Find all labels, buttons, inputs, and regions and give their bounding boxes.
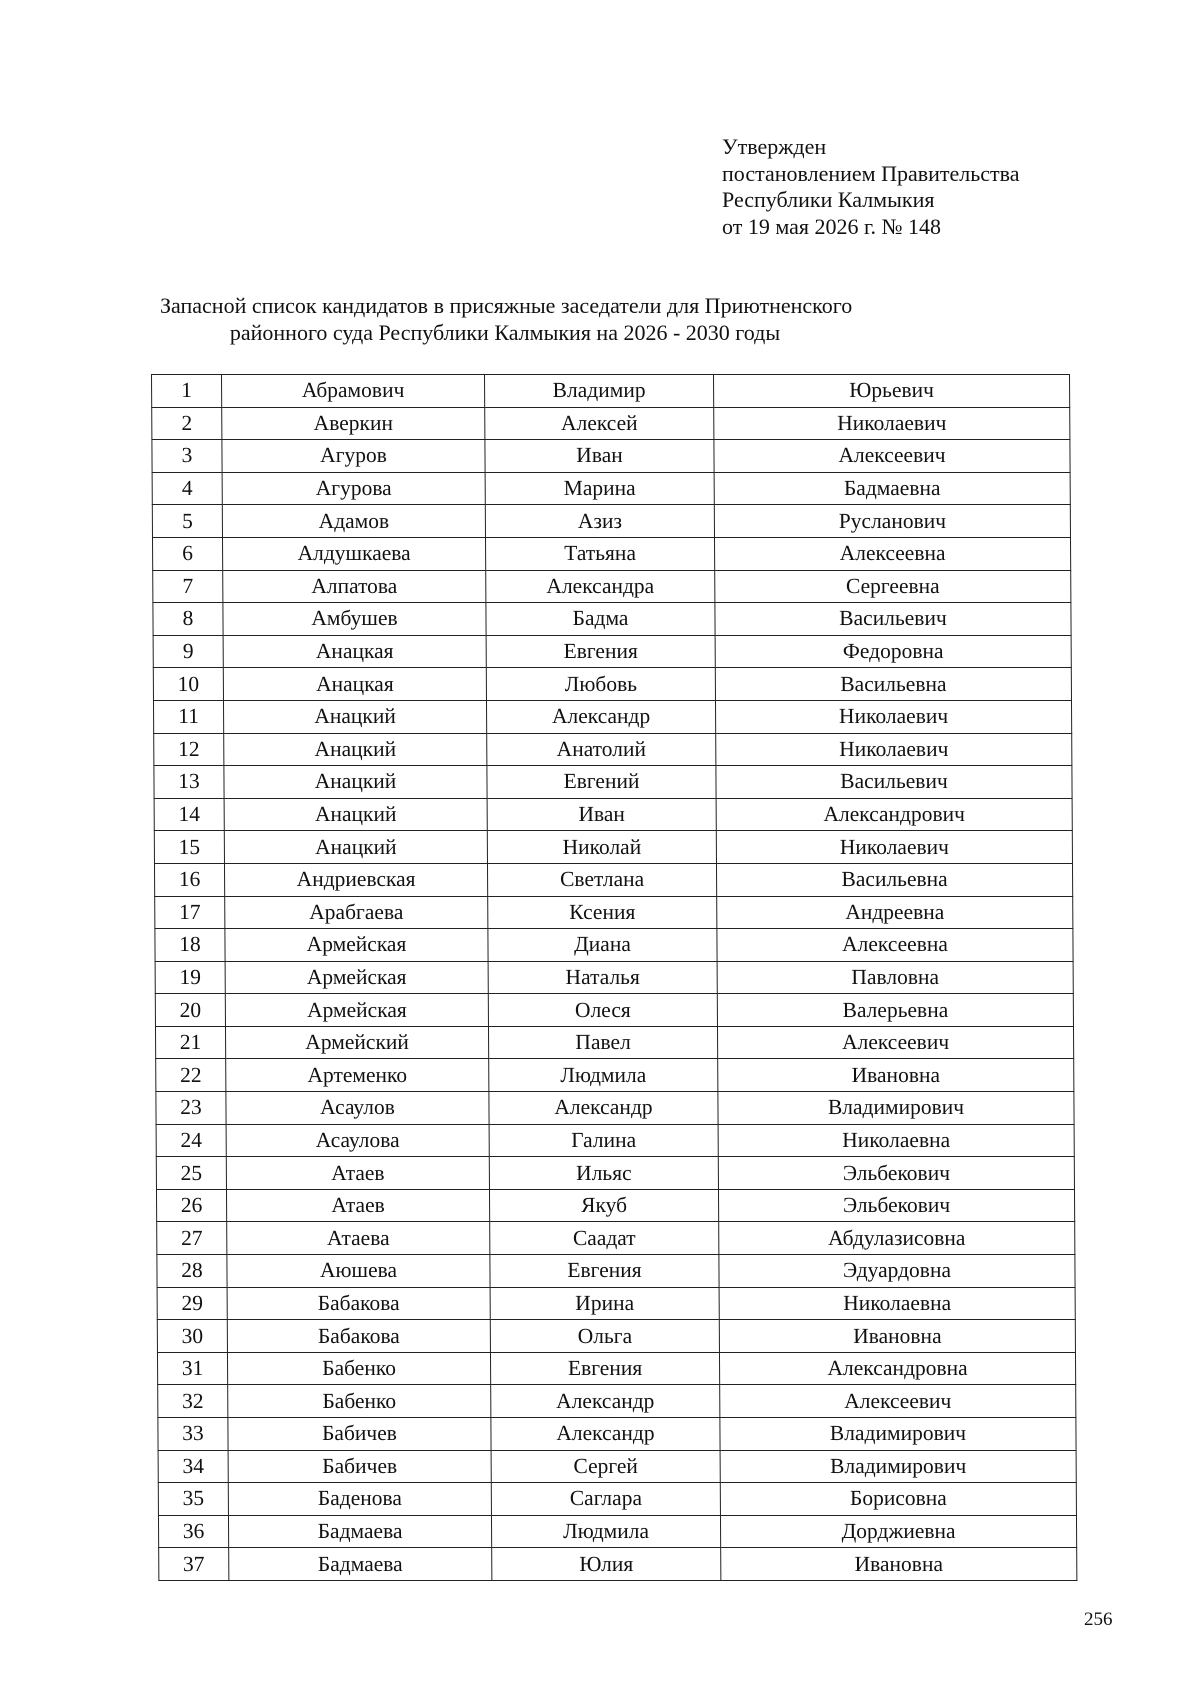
last-name-cell: Атаева bbox=[227, 1222, 490, 1255]
row-number-cell: 29 bbox=[157, 1287, 227, 1320]
table-row bbox=[157, 1352, 1075, 1385]
table-row bbox=[152, 407, 1070, 440]
table-row bbox=[158, 1450, 1076, 1483]
first-name-cell: Евгения bbox=[490, 1352, 719, 1385]
table-row bbox=[152, 375, 1070, 408]
table-row bbox=[154, 863, 1072, 896]
table-row bbox=[157, 1255, 1075, 1288]
table-row bbox=[158, 1385, 1076, 1418]
middle-name-cell: Русланович bbox=[714, 505, 1070, 538]
last-name-cell: Бадмаева bbox=[229, 1548, 492, 1581]
first-name-cell: Иван bbox=[487, 798, 716, 831]
first-name-cell: Любовь bbox=[486, 668, 715, 701]
first-name-cell: Бадма bbox=[486, 603, 715, 636]
middle-name-cell: Алексеевич bbox=[717, 1026, 1073, 1059]
approval-block bbox=[722, 134, 1020, 240]
last-name-cell: Анацкая bbox=[223, 668, 486, 701]
first-name-cell: Александр bbox=[486, 700, 715, 733]
table-row bbox=[154, 798, 1072, 831]
first-name-cell: Алексей bbox=[485, 407, 714, 440]
row-number-cell: 19 bbox=[155, 961, 225, 994]
last-name-cell: Анацкий bbox=[223, 700, 486, 733]
middle-name-cell: Алексеевич bbox=[714, 440, 1070, 473]
middle-name-cell: Васильевич bbox=[716, 766, 1072, 799]
row-number-cell: 32 bbox=[158, 1385, 228, 1418]
row-number-cell: 26 bbox=[156, 1189, 226, 1222]
last-name-cell: Армейская bbox=[225, 961, 488, 994]
first-name-cell: Диана bbox=[488, 929, 717, 962]
last-name-cell: Абрамович bbox=[222, 375, 485, 408]
last-name-cell: Бабенко bbox=[228, 1385, 491, 1418]
middle-name-cell: Александрович bbox=[716, 798, 1072, 831]
middle-name-cell: Николаевич bbox=[715, 700, 1071, 733]
middle-name-cell: Николаевич bbox=[714, 407, 1070, 440]
row-number-cell: 6 bbox=[152, 537, 222, 570]
first-name-cell: Марина bbox=[485, 472, 714, 505]
first-name-cell: Николай bbox=[487, 831, 716, 864]
last-name-cell: Армейская bbox=[225, 929, 488, 962]
middle-name-cell: Эльбекович bbox=[718, 1189, 1074, 1222]
middle-name-cell: Васильевна bbox=[716, 863, 1072, 896]
last-name-cell: Армейская bbox=[225, 994, 488, 1027]
first-name-cell: Сергей bbox=[491, 1450, 720, 1483]
table-row bbox=[153, 603, 1071, 636]
middle-name-cell: Владимирович bbox=[720, 1450, 1076, 1483]
table-row bbox=[157, 1320, 1075, 1353]
row-number-cell: 35 bbox=[158, 1483, 228, 1516]
middle-name-cell: Николаевна bbox=[719, 1287, 1075, 1320]
table-row bbox=[157, 1287, 1075, 1320]
middle-name-cell: Андреевна bbox=[717, 896, 1073, 929]
middle-name-cell: Васильевна bbox=[715, 668, 1071, 701]
row-number-cell: 3 bbox=[152, 440, 222, 473]
first-name-cell: Александр bbox=[489, 1092, 718, 1125]
table-row bbox=[156, 1189, 1074, 1222]
row-number-cell: 33 bbox=[158, 1418, 228, 1451]
middle-name-cell: Ивановна bbox=[721, 1548, 1077, 1581]
last-name-cell: Анацкая bbox=[223, 635, 486, 668]
middle-name-cell: Сергеевна bbox=[715, 570, 1071, 603]
table-row bbox=[153, 570, 1071, 603]
row-number-cell: 30 bbox=[157, 1320, 227, 1353]
candidate-table-body bbox=[152, 375, 1077, 1581]
first-name-cell: Ирина bbox=[490, 1287, 719, 1320]
row-number-cell: 5 bbox=[152, 505, 222, 538]
table-row bbox=[157, 1222, 1075, 1255]
approval-date-line: от 19 мая 2026 г. № 148 bbox=[722, 213, 942, 239]
last-name-cell: Атаев bbox=[226, 1157, 489, 1190]
table-row bbox=[153, 668, 1071, 701]
middle-name-cell: Алексеевна bbox=[717, 929, 1073, 962]
row-number-cell: 20 bbox=[155, 994, 225, 1027]
row-number-cell: 1 bbox=[152, 375, 222, 408]
row-number-cell: 34 bbox=[158, 1450, 228, 1483]
first-name-cell: Светлана bbox=[487, 863, 716, 896]
first-name-cell: Ольга bbox=[490, 1320, 719, 1353]
table-row bbox=[155, 1026, 1073, 1059]
middle-name-cell: Федоровна bbox=[715, 635, 1071, 668]
middle-name-cell: Бадмаевна bbox=[714, 472, 1070, 505]
title-line: районного суда Республики Калмыкия на 2026 - 2030 годы bbox=[229, 320, 781, 345]
row-number-cell: 10 bbox=[153, 668, 223, 701]
last-name-cell: Агуров bbox=[222, 440, 485, 473]
table-row bbox=[158, 1418, 1076, 1451]
row-number-cell: 16 bbox=[154, 863, 224, 896]
table-row bbox=[155, 994, 1073, 1027]
first-name-cell: Александра bbox=[486, 570, 715, 603]
middle-name-cell: Александровна bbox=[719, 1352, 1075, 1385]
row-number-cell: 14 bbox=[154, 798, 224, 831]
row-number-cell: 25 bbox=[156, 1157, 226, 1190]
last-name-cell: Асаулов bbox=[226, 1092, 489, 1125]
last-name-cell: Арабгаева bbox=[225, 896, 488, 929]
first-name-cell: Татьяна bbox=[485, 537, 714, 570]
table-row bbox=[154, 733, 1072, 766]
row-number-cell: 11 bbox=[153, 700, 223, 733]
last-name-cell: Баденова bbox=[228, 1483, 491, 1516]
table-row bbox=[156, 1157, 1074, 1190]
last-name-cell: Бабенко bbox=[227, 1352, 490, 1385]
last-name-cell: Адамов bbox=[222, 505, 485, 538]
title-line: Запасной список кандидатов в присяжные заседатели для Приютненского bbox=[160, 293, 853, 318]
row-number-cell: 17 bbox=[155, 896, 225, 929]
last-name-cell: Атаев bbox=[226, 1189, 489, 1222]
table-row bbox=[152, 537, 1070, 570]
table-row bbox=[156, 1059, 1074, 1092]
last-name-cell: Асаулова bbox=[226, 1124, 489, 1157]
last-name-cell: Бабичев bbox=[228, 1450, 491, 1483]
middle-name-cell: Николаевич bbox=[716, 831, 1072, 864]
last-name-cell: Анацкий bbox=[224, 798, 487, 831]
first-name-cell: Якуб bbox=[489, 1189, 718, 1222]
row-number-cell: 23 bbox=[156, 1092, 226, 1125]
table-row bbox=[156, 1124, 1074, 1157]
first-name-cell: Галина bbox=[489, 1124, 718, 1157]
middle-name-cell: Эдуардовна bbox=[719, 1255, 1075, 1288]
table-row bbox=[153, 635, 1071, 668]
first-name-cell: Наталья bbox=[488, 961, 717, 994]
row-number-cell: 21 bbox=[155, 1026, 225, 1059]
last-name-cell: Бабакова bbox=[227, 1320, 490, 1353]
last-name-cell: Анацкий bbox=[224, 733, 487, 766]
middle-name-cell: Владимирович bbox=[718, 1092, 1074, 1125]
table-row bbox=[158, 1483, 1076, 1516]
middle-name-cell: Валерьевна bbox=[717, 994, 1073, 1027]
middle-name-cell: Ивановна bbox=[718, 1059, 1074, 1092]
row-number-cell: 7 bbox=[153, 570, 223, 603]
row-number-cell: 36 bbox=[158, 1515, 228, 1548]
first-name-cell: Ильяс bbox=[489, 1157, 718, 1190]
last-name-cell: Алпатова bbox=[223, 570, 486, 603]
middle-name-cell: Алексеевна bbox=[714, 537, 1070, 570]
row-number-cell: 15 bbox=[154, 831, 224, 864]
first-name-cell: Людмила bbox=[489, 1059, 718, 1092]
candidate-table bbox=[151, 374, 1077, 1581]
first-name-cell: Азиз bbox=[485, 505, 714, 538]
first-name-cell: Олеся bbox=[488, 994, 717, 1027]
last-name-cell: Анацкий bbox=[224, 766, 487, 799]
middle-name-cell: Павловна bbox=[717, 961, 1073, 994]
approval-line: постановлением Правительства bbox=[722, 160, 1020, 186]
last-name-cell: Бабичев bbox=[228, 1418, 491, 1451]
table-row bbox=[155, 896, 1073, 929]
last-name-cell: Агурова bbox=[222, 472, 485, 505]
first-name-cell: Анатолий bbox=[487, 733, 716, 766]
row-number-cell: 28 bbox=[157, 1255, 227, 1288]
middle-name-cell: Юрьевич bbox=[714, 375, 1070, 408]
first-name-cell: Иван bbox=[485, 440, 714, 473]
table-row bbox=[153, 700, 1071, 733]
table-row bbox=[154, 831, 1072, 864]
middle-name-cell: Эльбекович bbox=[718, 1157, 1074, 1190]
middle-name-cell: Николаевич bbox=[716, 733, 1072, 766]
last-name-cell: Артеменко bbox=[226, 1059, 489, 1092]
last-name-cell: Аюшева bbox=[227, 1255, 490, 1288]
table-row bbox=[152, 472, 1070, 505]
middle-name-cell: Николаевна bbox=[718, 1124, 1074, 1157]
middle-name-cell: Алексеевич bbox=[720, 1385, 1076, 1418]
approval-line: Утвержден bbox=[722, 134, 827, 159]
first-name-cell: Евгений bbox=[487, 766, 716, 799]
table-row bbox=[155, 961, 1073, 994]
last-name-cell: Анацкий bbox=[224, 831, 487, 864]
last-name-cell: Бабакова bbox=[227, 1287, 490, 1320]
first-name-cell: Саглара bbox=[491, 1483, 720, 1516]
middle-name-cell: Васильевич bbox=[715, 603, 1071, 636]
last-name-cell: Андриевская bbox=[224, 863, 487, 896]
table-row bbox=[156, 1092, 1074, 1125]
last-name-cell: Амбушев bbox=[223, 603, 486, 636]
first-name-cell: Павел bbox=[488, 1026, 717, 1059]
last-name-cell: Армейский bbox=[225, 1026, 488, 1059]
table-row bbox=[158, 1515, 1076, 1548]
document-title bbox=[160, 292, 853, 346]
row-number-cell: 2 bbox=[152, 407, 222, 440]
middle-name-cell: Борисовна bbox=[720, 1483, 1076, 1516]
first-name-cell: Александр bbox=[491, 1385, 720, 1418]
approval-line: Республики Калмыкия bbox=[722, 187, 935, 212]
first-name-cell: Ксения bbox=[488, 896, 717, 929]
row-number-cell: 27 bbox=[157, 1222, 227, 1255]
table-row bbox=[155, 929, 1073, 962]
row-number-cell: 4 bbox=[152, 472, 222, 505]
table-row bbox=[152, 505, 1070, 538]
last-name-cell: Аверкин bbox=[222, 407, 485, 440]
row-number-cell: 13 bbox=[154, 766, 224, 799]
last-name-cell: Алдушкаева bbox=[222, 537, 485, 570]
row-number-cell: 12 bbox=[154, 733, 224, 766]
table-row bbox=[152, 440, 1070, 473]
first-name-cell: Юлия bbox=[492, 1548, 721, 1581]
first-name-cell: Евгения bbox=[486, 635, 715, 668]
first-name-cell: Людмила bbox=[491, 1515, 720, 1548]
row-number-cell: 9 bbox=[153, 635, 223, 668]
row-number-cell: 18 bbox=[155, 929, 225, 962]
page-number: 256 bbox=[1084, 1609, 1113, 1630]
middle-name-cell: Владимирович bbox=[720, 1418, 1076, 1451]
first-name-cell: Владимир bbox=[485, 375, 714, 408]
middle-name-cell: Дорджиевна bbox=[720, 1515, 1076, 1548]
row-number-cell: 31 bbox=[157, 1352, 227, 1385]
table-row bbox=[154, 766, 1072, 799]
last-name-cell: Бадмаева bbox=[228, 1515, 491, 1548]
first-name-cell: Евгения bbox=[490, 1255, 719, 1288]
row-number-cell: 37 bbox=[159, 1548, 229, 1581]
first-name-cell: Александр bbox=[491, 1418, 720, 1451]
row-number-cell: 24 bbox=[156, 1124, 226, 1157]
row-number-cell: 22 bbox=[156, 1059, 226, 1092]
table-row bbox=[159, 1548, 1077, 1581]
middle-name-cell: Ивановна bbox=[719, 1320, 1075, 1353]
middle-name-cell: Абдулазисовна bbox=[719, 1222, 1075, 1255]
first-name-cell: Саадат bbox=[490, 1222, 719, 1255]
row-number-cell: 8 bbox=[153, 603, 223, 636]
